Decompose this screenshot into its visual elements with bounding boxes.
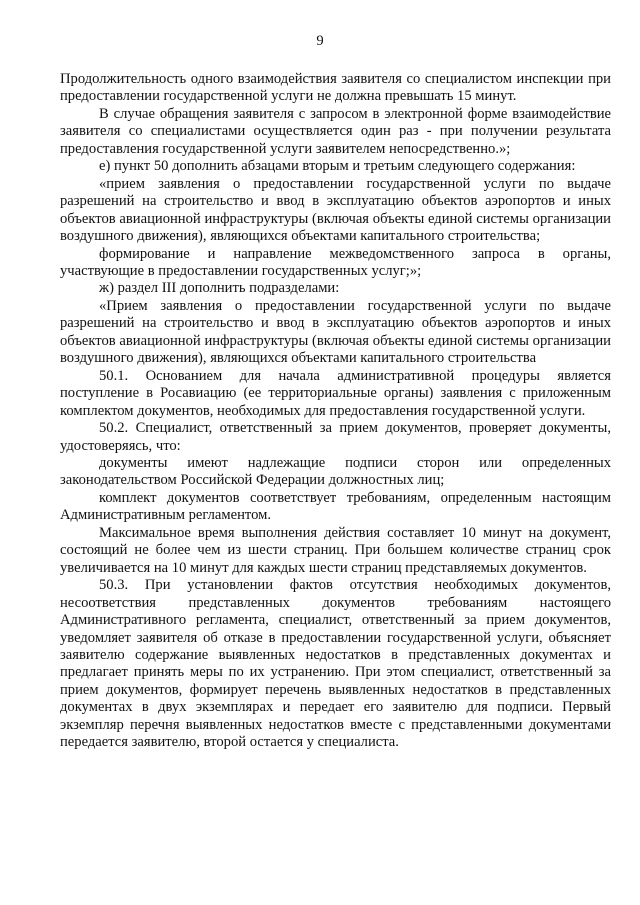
page-number: 9 xyxy=(316,33,324,49)
paragraph: комплект документов соответствует требованиям, определенным настоящим Административным регламентом. xyxy=(60,489,611,524)
paragraph: В случае обращения заявителя с запросом в электронной форме взаимодействие заявителя со специалистами осуществляется один раз - при получении результата предоставления государственной услуги заявителем непосредственно.»; xyxy=(60,105,611,157)
paragraph: документы имеют надлежащие подписи сторон или определенных законодательством Российской Федерации должностных лиц; xyxy=(60,454,611,489)
paragraph: 50.1. Основанием для начала административной процедуры является поступление в Росавиацию (ее территориальные органы) заявления с приложенным комплектом документов, необходимых для предоставления государственной услуги. xyxy=(60,367,611,419)
paragraph: «прием заявления о предоставлении государственной услуги по выдаче разрешений на строительство и ввод в эксплуатацию объектов аэропортов и иных объектов авиационной инфраструктуры (включая объекты единой системы организации воздушного движения), являющихся объектами капитального строительства; xyxy=(60,175,611,245)
paragraph: Максимальное время выполнения действия составляет 10 минут на документ, состоящий не более чем из шести страниц. При большем количестве страниц срок увеличивается на 10 минут для каждых шести страниц представляемых документов. xyxy=(60,524,611,576)
paragraph: Продолжительность одного взаимодействия заявителя со специалистом инспекции при предоставлении государственной услуги не должна превышать 15 минут. xyxy=(60,71,611,105)
paragraph: е) пункт 50 дополнить абзацами вторым и третьим следующего содержания: xyxy=(99,158,576,175)
document-body xyxy=(60,71,611,752)
paragraph: ж) раздел III дополнить подразделами: xyxy=(99,280,340,297)
paragraph: «Прием заявления о предоставлении государственной услуги по выдаче разрешений на строительство и ввод в эксплуатацию объектов аэропортов и иных объектов авиационной инфраструктуры (включая объекты единой системы организации воздушного движения), являющихся объектами капитального строительства xyxy=(60,297,611,367)
paragraph: 50.3. При установлении фактов отсутствия необходимых документов, несоответствия представленных документов требованиям настоящего Административного регламента, специалист, ответственный за прием документов, уведомляет заявителя об отказе в предоставлении государственной услуги, объясняет заявителю содержание выявленных недостатков в представленных документах и предлагает принять меры по их устранению. При этом специалист, ответственный за прием документов, формирует перечень выявленных недостатков в представленных документах в двух экземплярах и передает его заявителю для подписи. Первый экземпляр перечня выявленных недостатков вместе с представленными документами передается заявителю, второй остается у специалиста. xyxy=(60,577,611,751)
paragraph: 50.2. Специалист, ответственный за прием документов, проверяет документы, удостоверяясь, что: xyxy=(60,420,611,454)
paragraph: формирование и направление межведомственного запроса в органы, участвующие в предоставлении государственных услуг;»; xyxy=(60,245,611,279)
